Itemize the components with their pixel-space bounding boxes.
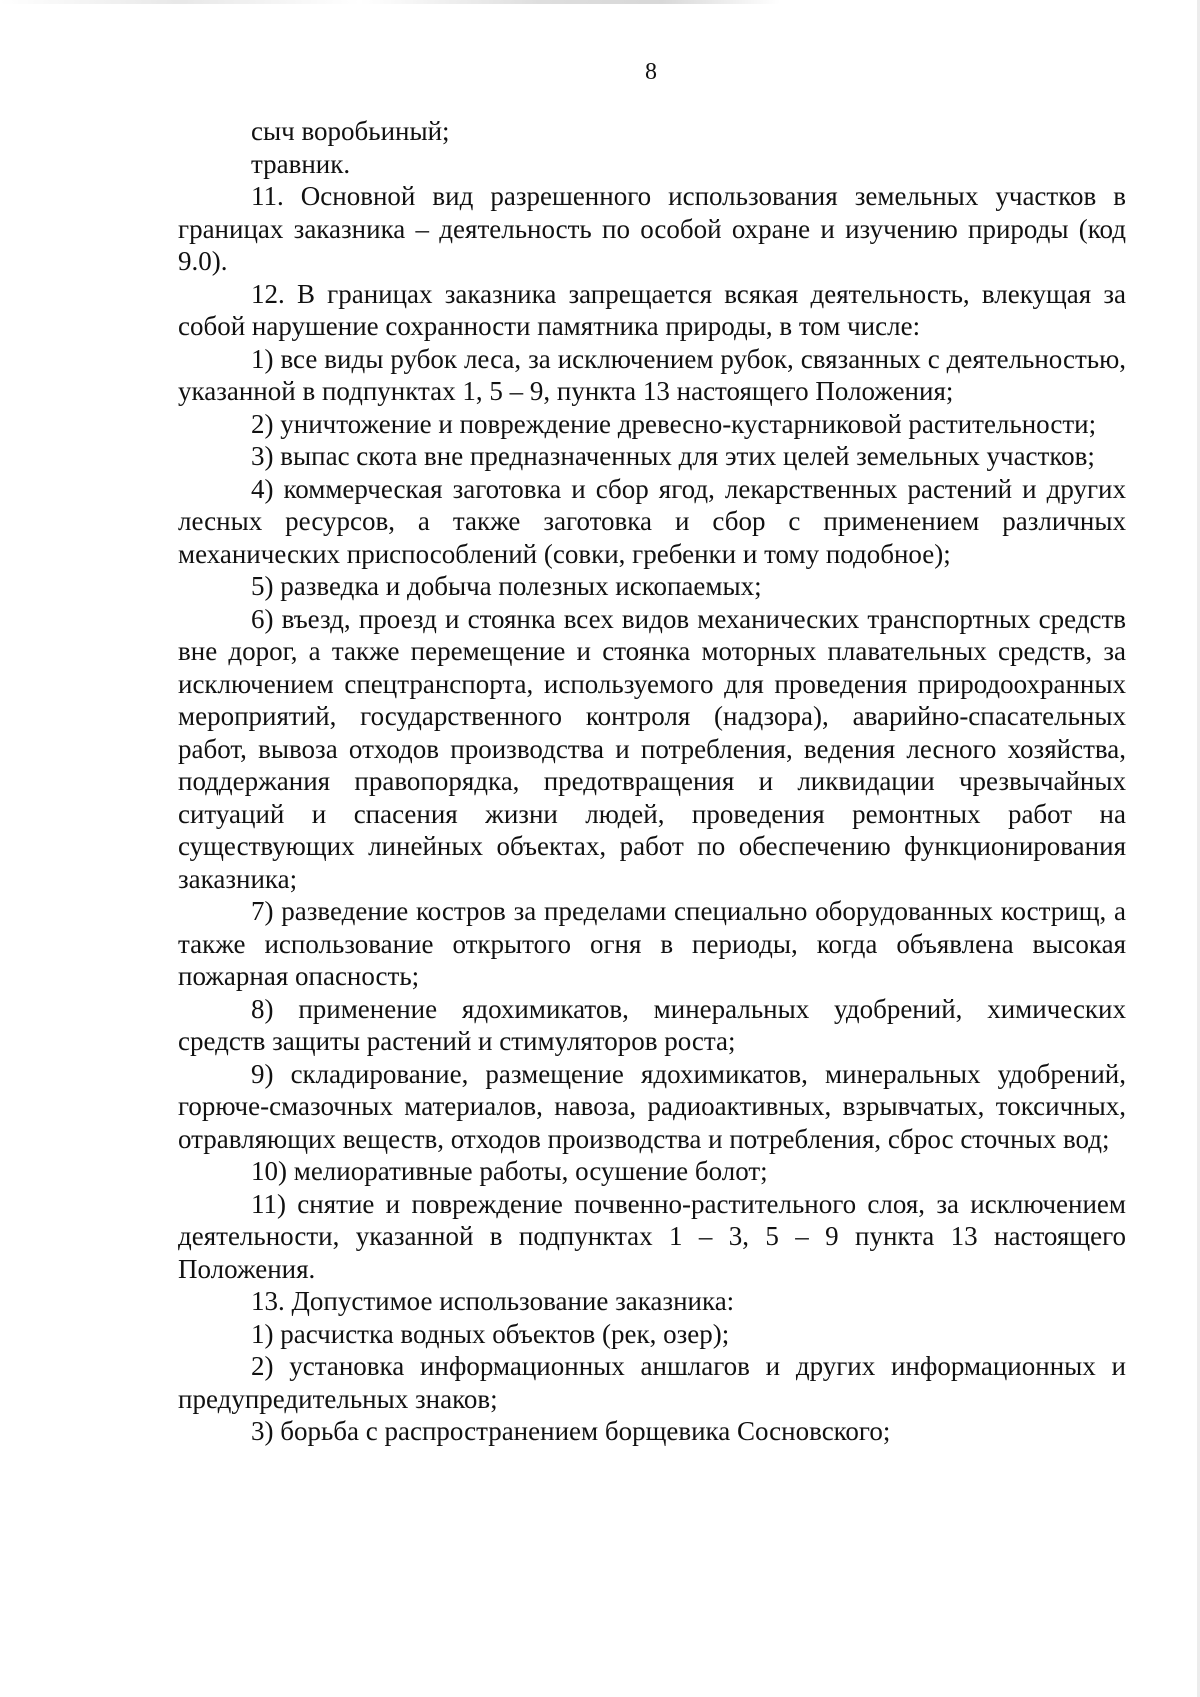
clause-12-item-9: 9) складирование, размещение ядохимикатов, минеральных удобрений, горюче-смазочных материалов, навоза, радиоактивных, взрывчатых, токсичных, отравляющих веществ, отходов производства и потребления, сброс сточных вод; xyxy=(178,1058,1126,1154)
clause-12-item-3: 3) выпас скота вне предназначенных для этих целей земельных участков; xyxy=(251,441,1095,471)
clause-12-item-4: 4) коммерческая заготовка и сбор ягод, лекарственных растений и других лесных ресурсов, а также заготовка и сбор с применением различных механических приспособлений (совки, гребенки и тому подобное); xyxy=(178,473,1126,569)
clause-13: 13. Допустимое использование заказника: xyxy=(251,1286,735,1316)
clause-11: 11. Основной вид разрешенного использования земельных участков в границах заказника – деятельность по особой охране и изучению природы (код 9.0). xyxy=(178,181,1126,276)
clause-12-item-10: 10) мелиоративные работы, осушение болот; xyxy=(251,1156,768,1186)
list-item-travnik: травник. xyxy=(251,148,351,179)
clause-12-item-8: 8) применение ядохимикатов, минеральных удобрений, химических средств защиты растений и стимуляторов роста; xyxy=(178,993,1126,1056)
clause-12-item-2: 2) уничтожение и повреждение древесно-кустарниковой растительности; xyxy=(251,408,1097,439)
scan-edge-top xyxy=(0,0,1200,4)
clause-12: 12. В границах заказника запрещается всякая деятельность, влекущая за собой нарушение сохранности памятника природы, в том числе: xyxy=(178,278,1126,341)
clause-12-item-1: 1) все виды рубок леса, за исключением рубок, связанных с деятельностью, указанной в подпунктах 1, 5 – 9, пункта 13 настоящего Положения; xyxy=(178,343,1126,406)
clause-13-item-3: 3) борьба с распространением борщевика Сосновского; xyxy=(251,1416,891,1446)
clause-12-item-7: 7) разведение костров за пределами специально оборудованных кострищ, а также использование открытого огня в периоды, когда объявлена высокая пожарная опасность; xyxy=(178,896,1126,991)
clause-13-item-1: 1) расчистка водных объектов (рек, озер); xyxy=(251,1318,730,1349)
document-body xyxy=(178,115,1126,1448)
clause-13-item-2: 2) установка информационных аншлагов и других информационных и предупредительных знаков; xyxy=(178,1351,1126,1414)
list-item-sych: сыч воробьиный; xyxy=(251,116,450,146)
clause-12-item-6: 6) въезд, проезд и стоянка всех видов механических транспортных средств вне дорог, а также перемещение и стоянка моторных плавательных средств, за исключением спецтранспорта, используемого для проведения природоохранных мероприятий, государственного контроля (надзора), аварийно-спасательных работ, вывоза отходов производства и потребления, ведения лесного хозяйства, поддержания правопорядка, предотвращения и ликвидации чрезвычайных ситуаций и спасения жизни людей, проведения ремонтных работ на существующих линейных объектах, работ по обеспечению функционирования заказника; xyxy=(178,603,1126,894)
clause-12-item-11: 11) снятие и повреждение почвенно-растительного слоя, за исключением деятельности, указанной в подпунктах 1 – 3, 5 – 9 пункта 13 настоящего Положения. xyxy=(178,1188,1126,1284)
page-number: 8 xyxy=(645,59,657,85)
clause-12-item-5: 5) разведка и добыча полезных ископаемых; xyxy=(251,571,762,601)
